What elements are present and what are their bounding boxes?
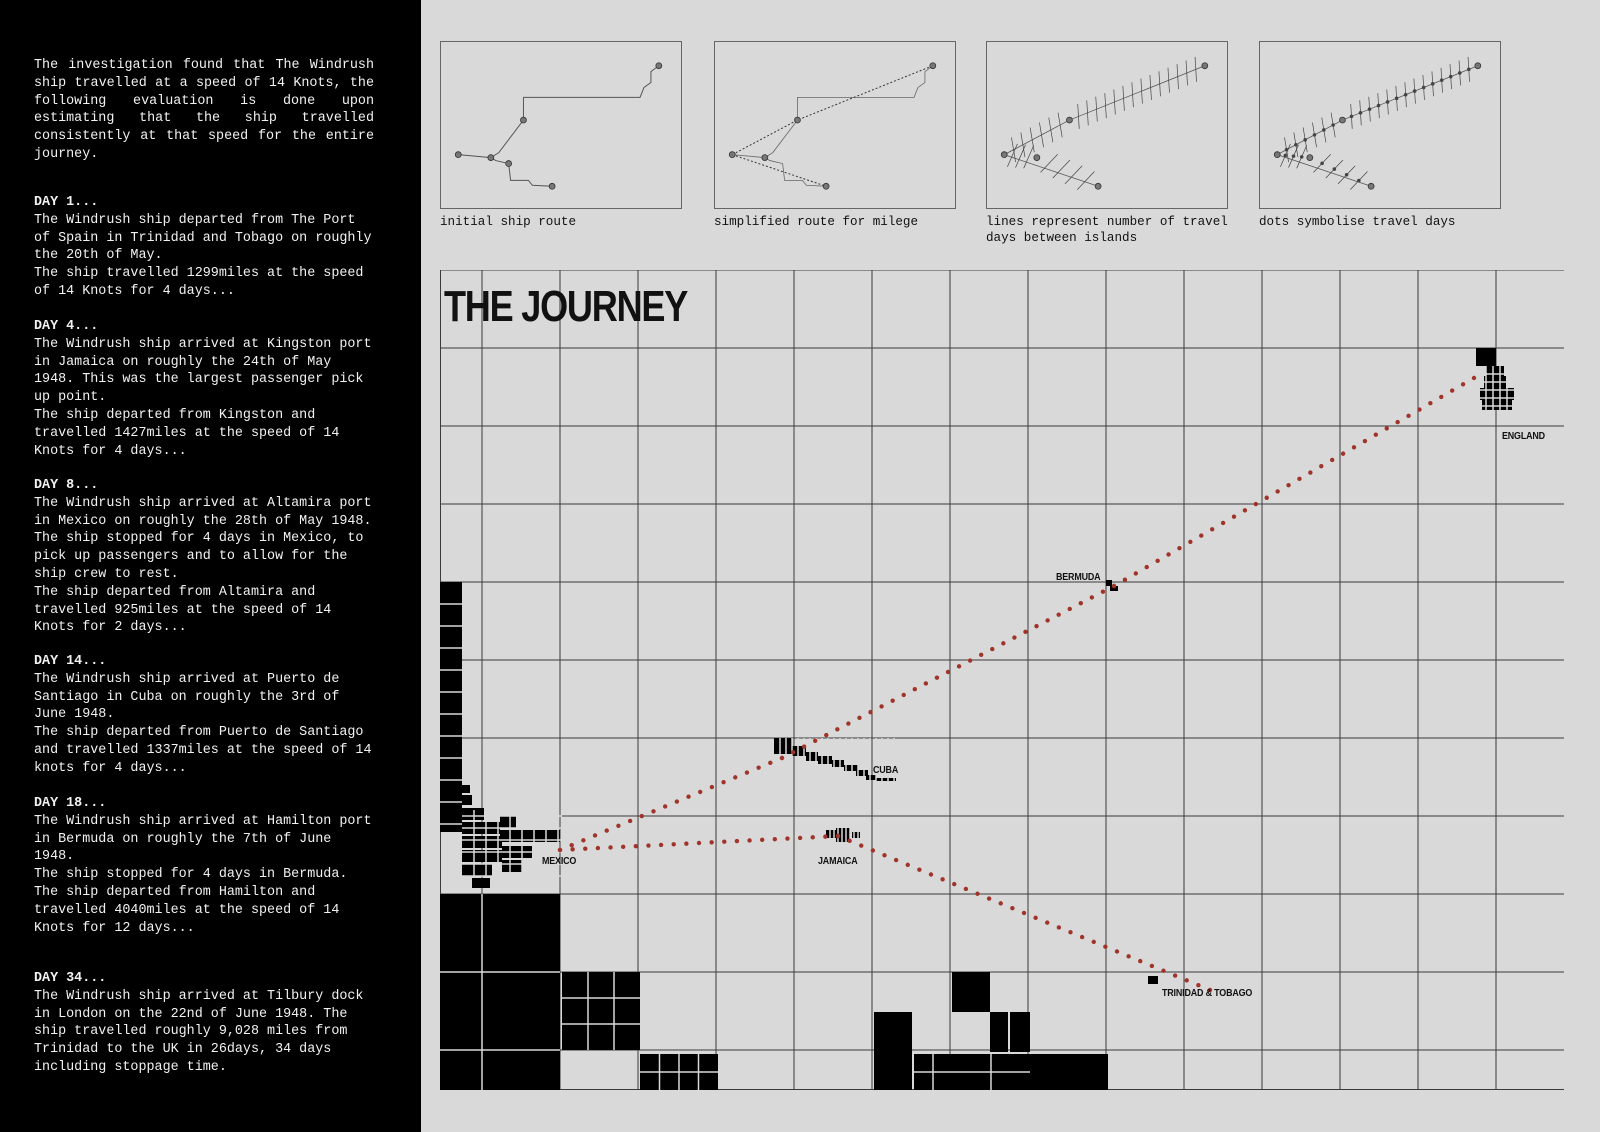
route-line	[1004, 66, 1205, 155]
land-trinidad	[1148, 976, 1158, 984]
route-dot	[813, 739, 817, 743]
land-mexico	[462, 864, 492, 876]
day-heading: DAY 1...	[34, 195, 99, 210]
route-dot	[802, 744, 806, 748]
travel-day-dot	[1431, 82, 1435, 86]
travel-day-tick	[1077, 171, 1094, 189]
route-dot	[882, 853, 886, 857]
route-dot	[1232, 514, 1236, 518]
route-dot	[935, 676, 939, 680]
route-dot	[846, 721, 850, 725]
land-bermuda	[1106, 580, 1112, 586]
route-dot	[1166, 552, 1170, 556]
travel-days-lines-diagram	[986, 41, 1228, 209]
land-jamaica	[852, 832, 860, 838]
travel-day-dot	[1285, 148, 1289, 152]
port-dot	[1034, 155, 1040, 161]
route-dot	[1103, 944, 1107, 948]
simplified-route-diagram	[714, 41, 956, 209]
label-cuba: CUBA	[873, 764, 899, 776]
route-dot	[1363, 439, 1367, 443]
route-dot	[1439, 395, 1443, 399]
route-dot	[1090, 595, 1094, 599]
route-dot	[868, 710, 872, 714]
route-dot	[608, 845, 612, 849]
travel-day-dot	[1467, 68, 1471, 72]
day-heading: DAY 4...	[34, 319, 99, 334]
route-line	[1004, 155, 1098, 187]
travel-day-tick	[1065, 166, 1082, 184]
port-dot	[1307, 155, 1313, 161]
label-mexico: MEXICO	[542, 855, 577, 867]
route-dot	[1275, 489, 1279, 493]
day-entry-4	[34, 318, 379, 460]
route-dot	[1265, 496, 1269, 500]
label-england: ENGLAND	[1502, 430, 1545, 442]
travel-day-dot	[1322, 128, 1326, 132]
travel-days-dots-diagram	[1259, 41, 1501, 209]
land-cuba	[818, 756, 832, 764]
route-dot	[593, 833, 597, 837]
day-text: The Windrush ship departed from The Port of Spain in Trinidad and Tobago on roughly the 20th of May. The ship travelled 1299miles at the speed of 14 Knots for 4 days...	[34, 212, 372, 299]
land-cuba	[774, 738, 792, 754]
route-dot	[747, 838, 751, 842]
route-dot	[798, 836, 802, 840]
route-dot	[1101, 590, 1105, 594]
travel-day-dot	[1368, 107, 1372, 111]
route-dot	[1177, 546, 1181, 550]
travel-day-dot	[1449, 75, 1453, 79]
route-dot	[1012, 635, 1016, 639]
route-dot	[1428, 401, 1432, 405]
route-dot	[1188, 540, 1192, 544]
travel-day-dot	[1294, 143, 1298, 147]
route-dot	[1185, 978, 1189, 982]
initial-route-diagram	[440, 41, 682, 209]
travel-day-dot	[1345, 173, 1349, 177]
day-text: The Windrush ship arrived at Hamilton port in Bermuda on roughly the 7th of June 1948. The ship stopped for 4 days in Bermuda. The ship departed from Hamilton and travelled 4040miles at the speed of 14 Knots for 12 days...	[34, 813, 372, 936]
route-dot	[964, 887, 968, 891]
land-mexico	[462, 785, 470, 793]
route-dot	[859, 843, 863, 847]
route-dot	[697, 841, 701, 845]
route-dot	[1461, 382, 1465, 386]
travel-day-dot	[1413, 89, 1417, 93]
map-background	[440, 270, 1564, 1090]
travel-day-tick	[1007, 144, 1017, 167]
route-dot	[1297, 477, 1301, 481]
route-dot	[952, 882, 956, 886]
route-dot	[857, 716, 861, 720]
label-bermuda: BERMUDA	[1056, 571, 1101, 583]
day-entry-34	[34, 970, 379, 1077]
land-mexico-coast	[440, 582, 462, 832]
route-dot	[1001, 641, 1005, 645]
route-dot	[1330, 458, 1334, 462]
intro-text: The investigation found that The Windrush ship travelled at a speed of 14 Knots, the following evaluation is done upon estimating that the ship travelled consistently at that speed for the entire journey.	[34, 58, 374, 162]
route-dot	[1161, 969, 1165, 973]
caption-travel-days-dots: dots symbolise travel days	[1259, 215, 1456, 229]
label-jamaica: JAMAICA	[818, 855, 858, 867]
travel-day-dot	[1440, 78, 1444, 82]
route-dot	[906, 863, 910, 867]
route-dot	[791, 750, 795, 754]
land-cuba	[876, 778, 896, 781]
land-mexico	[502, 860, 522, 872]
route-dot	[722, 840, 726, 844]
travel-day-dot	[1313, 133, 1317, 137]
route-dot	[879, 704, 883, 708]
land-block	[1010, 1012, 1030, 1052]
route-dot	[1068, 930, 1072, 934]
travel-day-dot	[1303, 138, 1307, 142]
route-dot	[1033, 916, 1037, 920]
port-dot	[1368, 183, 1374, 189]
route-dot	[924, 681, 928, 685]
travel-day-dot	[1357, 179, 1361, 183]
route-dot	[979, 653, 983, 657]
route-dot	[570, 847, 574, 851]
route-dot	[1150, 964, 1154, 968]
land-block	[990, 1012, 1008, 1052]
route-dot	[1406, 414, 1410, 418]
route-dot	[957, 664, 961, 668]
route-dot	[1034, 624, 1038, 628]
route-dot	[929, 872, 933, 876]
route-dot	[698, 790, 702, 794]
route-dot	[1341, 451, 1345, 455]
route-dot	[1243, 508, 1247, 512]
route-dot	[1134, 571, 1138, 575]
day-entry-18	[34, 795, 379, 937]
land-mexico	[472, 878, 490, 888]
travel-day-dot	[1458, 71, 1462, 75]
day-text: The Windrush ship arrived at Puerto de Santiago in Cuba on roughly the 3rd of June 1948. The ship departed from Puerto de Santiago and travelled 1337miles at the speed of 14 knots for 4 days...	[34, 671, 372, 776]
route-dot	[651, 809, 655, 813]
route-dot	[735, 839, 739, 843]
route-dot	[616, 824, 620, 828]
day-heading: DAY 14...	[34, 654, 107, 669]
port-dot	[1202, 63, 1208, 69]
day-heading: DAY 34...	[34, 971, 107, 986]
route-dot	[835, 727, 839, 731]
route-dot	[628, 819, 632, 823]
route-dot	[1023, 630, 1027, 634]
route-dot	[1210, 527, 1214, 531]
route-dot	[917, 867, 921, 871]
day-heading: DAY 18...	[34, 796, 107, 811]
travel-day-dot	[1350, 115, 1354, 119]
route-dot	[1057, 925, 1061, 929]
route-dot	[634, 844, 638, 848]
route-dot	[1068, 607, 1072, 611]
travel-day-tick	[1039, 123, 1043, 148]
route-dot	[1221, 521, 1225, 525]
route-dot	[780, 756, 784, 760]
route-dot	[1115, 949, 1119, 953]
route-dot	[1022, 911, 1026, 915]
route-dot	[1450, 388, 1454, 392]
travel-day-dot	[1386, 100, 1390, 104]
route-dot	[709, 840, 713, 844]
route-dot	[890, 698, 894, 702]
route-line	[1277, 155, 1371, 187]
day-entry-8	[34, 477, 379, 637]
route-dot	[990, 647, 994, 651]
day-text: The Windrush ship arrived at Tilbury dock in London on the 22nd of June 1948. The ship travelled roughly 9,028 miles from Trinidad to the UK in 26days, 34 days including stoppage time.	[34, 988, 364, 1075]
day-heading: DAY 8...	[34, 478, 99, 493]
route-dot	[773, 837, 777, 841]
route-dot	[1385, 426, 1389, 430]
route-dot	[1352, 445, 1356, 449]
port-dot	[1274, 152, 1280, 158]
route-dot	[999, 901, 1003, 905]
caption-travel-days-lines: lines represent number of travel days between islands	[986, 215, 1228, 245]
port-dot	[1475, 63, 1481, 69]
route-dot	[968, 658, 972, 662]
route-dot	[1126, 954, 1130, 958]
route-dot	[1138, 959, 1142, 963]
route-dot	[675, 799, 679, 803]
route-dot	[756, 765, 760, 769]
caption-simplified-route: simplified route for milege	[714, 215, 919, 229]
route-dot	[621, 845, 625, 849]
travel-day-tick	[1049, 118, 1053, 143]
route-dot	[946, 670, 950, 674]
travel-day-dot	[1292, 154, 1296, 158]
land-block	[1030, 1054, 1108, 1090]
route-dot	[1080, 935, 1084, 939]
route-dot	[768, 761, 772, 765]
land-england	[1476, 348, 1496, 366]
port-dot	[1001, 152, 1007, 158]
land-block	[440, 894, 560, 1090]
land-block	[952, 972, 990, 1012]
route-dot	[836, 834, 840, 838]
route-dot	[913, 687, 917, 691]
day-entry-14	[34, 653, 379, 778]
route-dot	[1092, 940, 1096, 944]
route-dot	[721, 780, 725, 784]
sidebar	[0, 0, 421, 1132]
route-dot	[940, 877, 944, 881]
route-dot	[1045, 618, 1049, 622]
land-mexico	[462, 808, 484, 820]
travel-day-dot	[1300, 155, 1304, 159]
journey-title: THE JOURNEY	[444, 282, 688, 331]
route-dot	[733, 775, 737, 779]
route-dot	[975, 892, 979, 896]
route-dot	[1056, 612, 1060, 616]
route-dot	[871, 848, 875, 852]
land-mexico	[500, 816, 516, 828]
travel-day-dot	[1320, 162, 1324, 166]
route-dot	[583, 847, 587, 851]
land-mexico	[462, 795, 472, 805]
travel-day-dot	[1284, 154, 1288, 158]
route-dot	[558, 848, 562, 852]
travel-day-dot	[1333, 167, 1337, 171]
route-dot	[1145, 565, 1149, 569]
route-dot	[646, 843, 650, 847]
route-dot	[1472, 376, 1476, 380]
route-dot	[672, 842, 676, 846]
land-block	[562, 972, 640, 1050]
travel-day-dot	[1395, 97, 1399, 101]
travel-day-dot	[1422, 86, 1426, 90]
route-dot	[1155, 559, 1159, 563]
route-dot	[760, 838, 764, 842]
route-dot	[894, 858, 898, 862]
travel-day-dot	[1359, 111, 1363, 115]
route-dot	[1395, 420, 1399, 424]
land-block	[874, 1012, 912, 1090]
route-dot	[710, 785, 714, 789]
route-dot	[1123, 577, 1127, 581]
port-dot	[1339, 117, 1345, 123]
route-dot	[581, 838, 585, 842]
route-dot	[824, 733, 828, 737]
journey-map	[440, 270, 1564, 1090]
route-dot	[785, 836, 789, 840]
route-dot	[823, 834, 827, 838]
day-entry-1	[34, 194, 379, 301]
route-dot	[1010, 906, 1014, 910]
route-dot	[1286, 483, 1290, 487]
route-dot	[684, 841, 688, 845]
route-dot	[1319, 464, 1323, 468]
route-dot	[1254, 502, 1258, 506]
route-dot	[1199, 533, 1203, 537]
route-dot	[596, 846, 600, 850]
route-dot	[663, 804, 667, 808]
day-text: The Windrush ship arrived at Kingston port in Jamaica on roughly the 24th of May 1948. This was the largest passenger pick up point. The ship departed from Kingston and travelled 1427miles at the speed of 14 Knots for 4 days...	[34, 336, 372, 459]
travel-day-dot	[1331, 123, 1335, 127]
route-dot	[987, 896, 991, 900]
route-dot	[811, 835, 815, 839]
travel-day-tick	[1058, 113, 1062, 138]
route-dot	[1045, 920, 1049, 924]
route-dot	[569, 843, 573, 847]
route-dot	[1374, 433, 1378, 437]
port-dot	[1066, 117, 1072, 123]
route-dot	[1112, 584, 1116, 588]
route-dot	[659, 843, 663, 847]
route-dot	[1173, 973, 1177, 977]
route-dot	[902, 693, 906, 697]
route-dot	[847, 839, 851, 843]
route-dot	[1308, 470, 1312, 474]
day-text: The Windrush ship arrived at Altamira port in Mexico on roughly the 28th of May 1948. The ship stopped for 4 days in Mexico, to pick up passengers and to allow for the ship crew to rest. The ship departed from Altamira and travelled 925miles at the speed of 14 Knots for 2 days...	[34, 495, 372, 636]
route-dot	[640, 814, 644, 818]
travel-day-dot	[1377, 104, 1381, 108]
port-dot	[1095, 183, 1101, 189]
route-dot	[686, 795, 690, 799]
caption-initial-route: initial ship route	[440, 215, 577, 229]
label-trinidad: TRINIDAD & TOBAGO	[1162, 987, 1253, 999]
route-dot	[605, 828, 609, 832]
land-mexico	[462, 836, 502, 848]
route-dot	[745, 770, 749, 774]
route-dot	[1417, 407, 1421, 411]
travel-day-tick	[1053, 160, 1070, 178]
route-dot	[1079, 601, 1083, 605]
route-line	[1277, 66, 1478, 155]
travel-day-dot	[1404, 93, 1408, 97]
